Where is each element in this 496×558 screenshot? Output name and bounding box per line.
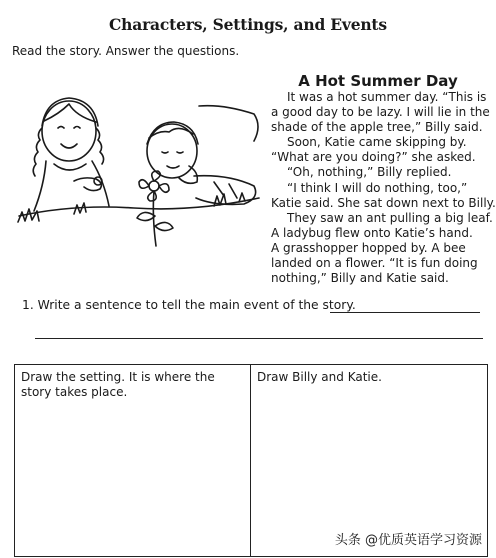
story-line: shade of the apple tree,” Billy said. [271,120,483,135]
story-line: A grasshopper hopped by. A bee [271,240,466,255]
children-in-grass-illustration [14,86,264,256]
answer-line[interactable] [35,338,483,339]
setting-box-label: Draw the setting. It is where the story takes place. [21,370,215,399]
story-text [271,90,496,286]
story-line: They saw an ant pulling a big leaf. [287,210,493,225]
story-line: “I think I will do nothing, too,” [287,180,468,195]
watermark: 头条 @优质英语学习资源 [333,529,484,548]
story-line: “What are you doing?” she asked. [271,150,476,165]
question-1: 1. Write a sentence to tell the main event of the story. [22,298,356,312]
story-line: Soon, Katie came skipping by. [287,135,467,150]
story-title: A Hot Summer Day [298,72,458,90]
answer-line[interactable] [330,312,480,313]
story-line: landed on a flower. “It is fun doing [271,256,478,271]
characters-box-label: Draw Billy and Katie. [257,370,382,384]
story-line: A ladybug flew onto Katie’s hand. [271,225,473,240]
story-line: a good day to be lazy. I will lie in the [271,105,490,120]
setting-drawing-box[interactable] [14,364,251,557]
story-line: nothing,” Billy and Katie said. [271,271,449,286]
story-line: Katie said. She sat down next to Billy. [271,195,496,210]
story-line: “Oh, nothing,” Billy replied. [287,165,452,180]
instructions: Read the story. Answer the questions. [12,44,240,58]
page-title: Characters, Settings, and Events [109,15,387,34]
story-line: It was a hot summer day. “This is [287,90,487,104]
